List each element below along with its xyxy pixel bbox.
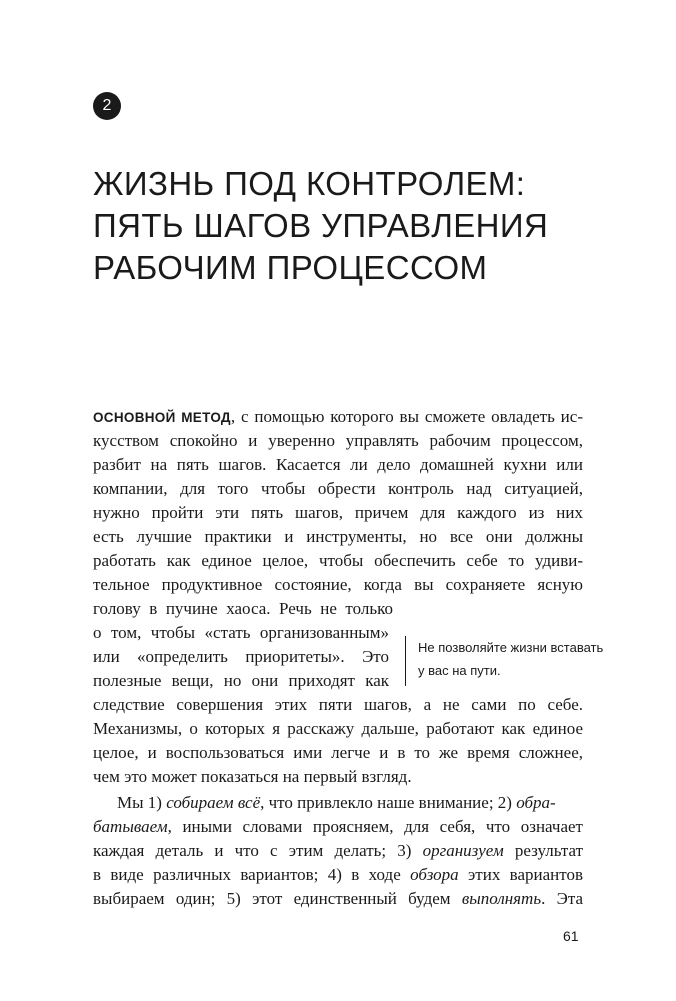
body-line: кусством спокойно и уверенно управлять рабочим процессом,: [93, 431, 583, 450]
body-line: [93, 863, 583, 887]
text: в виде различных вариантов; 4) в ходе: [93, 865, 411, 884]
text: Мы 1): [117, 793, 167, 812]
body-line: [93, 887, 583, 911]
italic-term: выполнять: [461, 889, 542, 908]
body-line: голову в пучине хаоса. Речь не только: [93, 599, 393, 618]
body-line: или «определить приоритеты». Это: [93, 647, 389, 666]
text: выбираем один; 5) этот единственный будем: [93, 889, 462, 908]
body-line: нужно пройти эти пять шагов, причем для каждого из них: [93, 503, 583, 522]
body-line: [93, 839, 583, 863]
body-line-text: , с помощью которого вы сможете овладеть ис-: [230, 407, 583, 426]
text: этих вариантов: [458, 865, 583, 884]
chapter-title: [93, 163, 548, 289]
body-line: работать как единое целое, чтобы обеспечить себе то удиви-: [93, 551, 583, 570]
italic-term: батываем: [93, 817, 168, 836]
body-line: есть лучшие практики и инструменты, но все они должны: [93, 527, 583, 546]
body-line: [93, 405, 583, 430]
body-line: целое, и воспользоваться ими легче и в то же время сложнее,: [93, 743, 583, 762]
chapter-title-line: ЖИЗНЬ ПОД КОНТРОЛЕМ:: [93, 165, 526, 202]
body-line: следствие совершения этих пяти шагов, а не сами по себе.: [93, 695, 583, 714]
body-line: тельное продуктивное состояние, когда вы сохраняете ясную: [93, 575, 583, 594]
chapter-title-line: РАБОЧИМ ПРОЦЕССОМ: [93, 249, 488, 286]
page-number: 61: [563, 928, 579, 944]
chapter-number-badge: 2: [93, 92, 121, 120]
body-line: [117, 791, 583, 815]
italic-term: обзора: [410, 865, 459, 884]
body-line: [93, 815, 583, 839]
sidebar-quote-line: Не позволяйте жизни вставать: [418, 640, 604, 655]
text: . Эта: [541, 889, 584, 908]
text: , иными словами проясняем, для себя, что означает: [167, 817, 583, 836]
sidebar-quote-line: у вас на пути.: [418, 663, 501, 678]
italic-term: собираем всё: [166, 793, 261, 812]
text: результат: [503, 841, 583, 860]
italic-term: организуем: [422, 841, 504, 860]
lead-in-caps: ОСНОВНОЙ МЕТОД: [93, 410, 231, 425]
chapter-title-line: ПЯТЬ ШАГОВ УПРАВЛЕНИЯ: [93, 207, 549, 244]
body-line: разбит на пять шагов. Касается ли дело домашней кухни или: [93, 455, 583, 474]
body-line: полезные вещи, но они приходят как: [93, 671, 389, 690]
text: , что привлекло наше внимание; 2): [260, 793, 517, 812]
body-line: чем это может показаться на первый взгляд.: [93, 767, 412, 786]
italic-term: обра-: [516, 793, 556, 812]
body-line: компании, для того чтобы обрести контроль над ситуацией,: [93, 479, 583, 498]
text: каждая деталь и что с этим делать; 3): [93, 841, 423, 860]
body-line: Механизмы, о которых я расскажу дальше, работают как единое: [93, 719, 583, 738]
body-line: о том, чтобы «стать организованным»: [93, 623, 389, 642]
sidebar-quote: [405, 636, 603, 686]
